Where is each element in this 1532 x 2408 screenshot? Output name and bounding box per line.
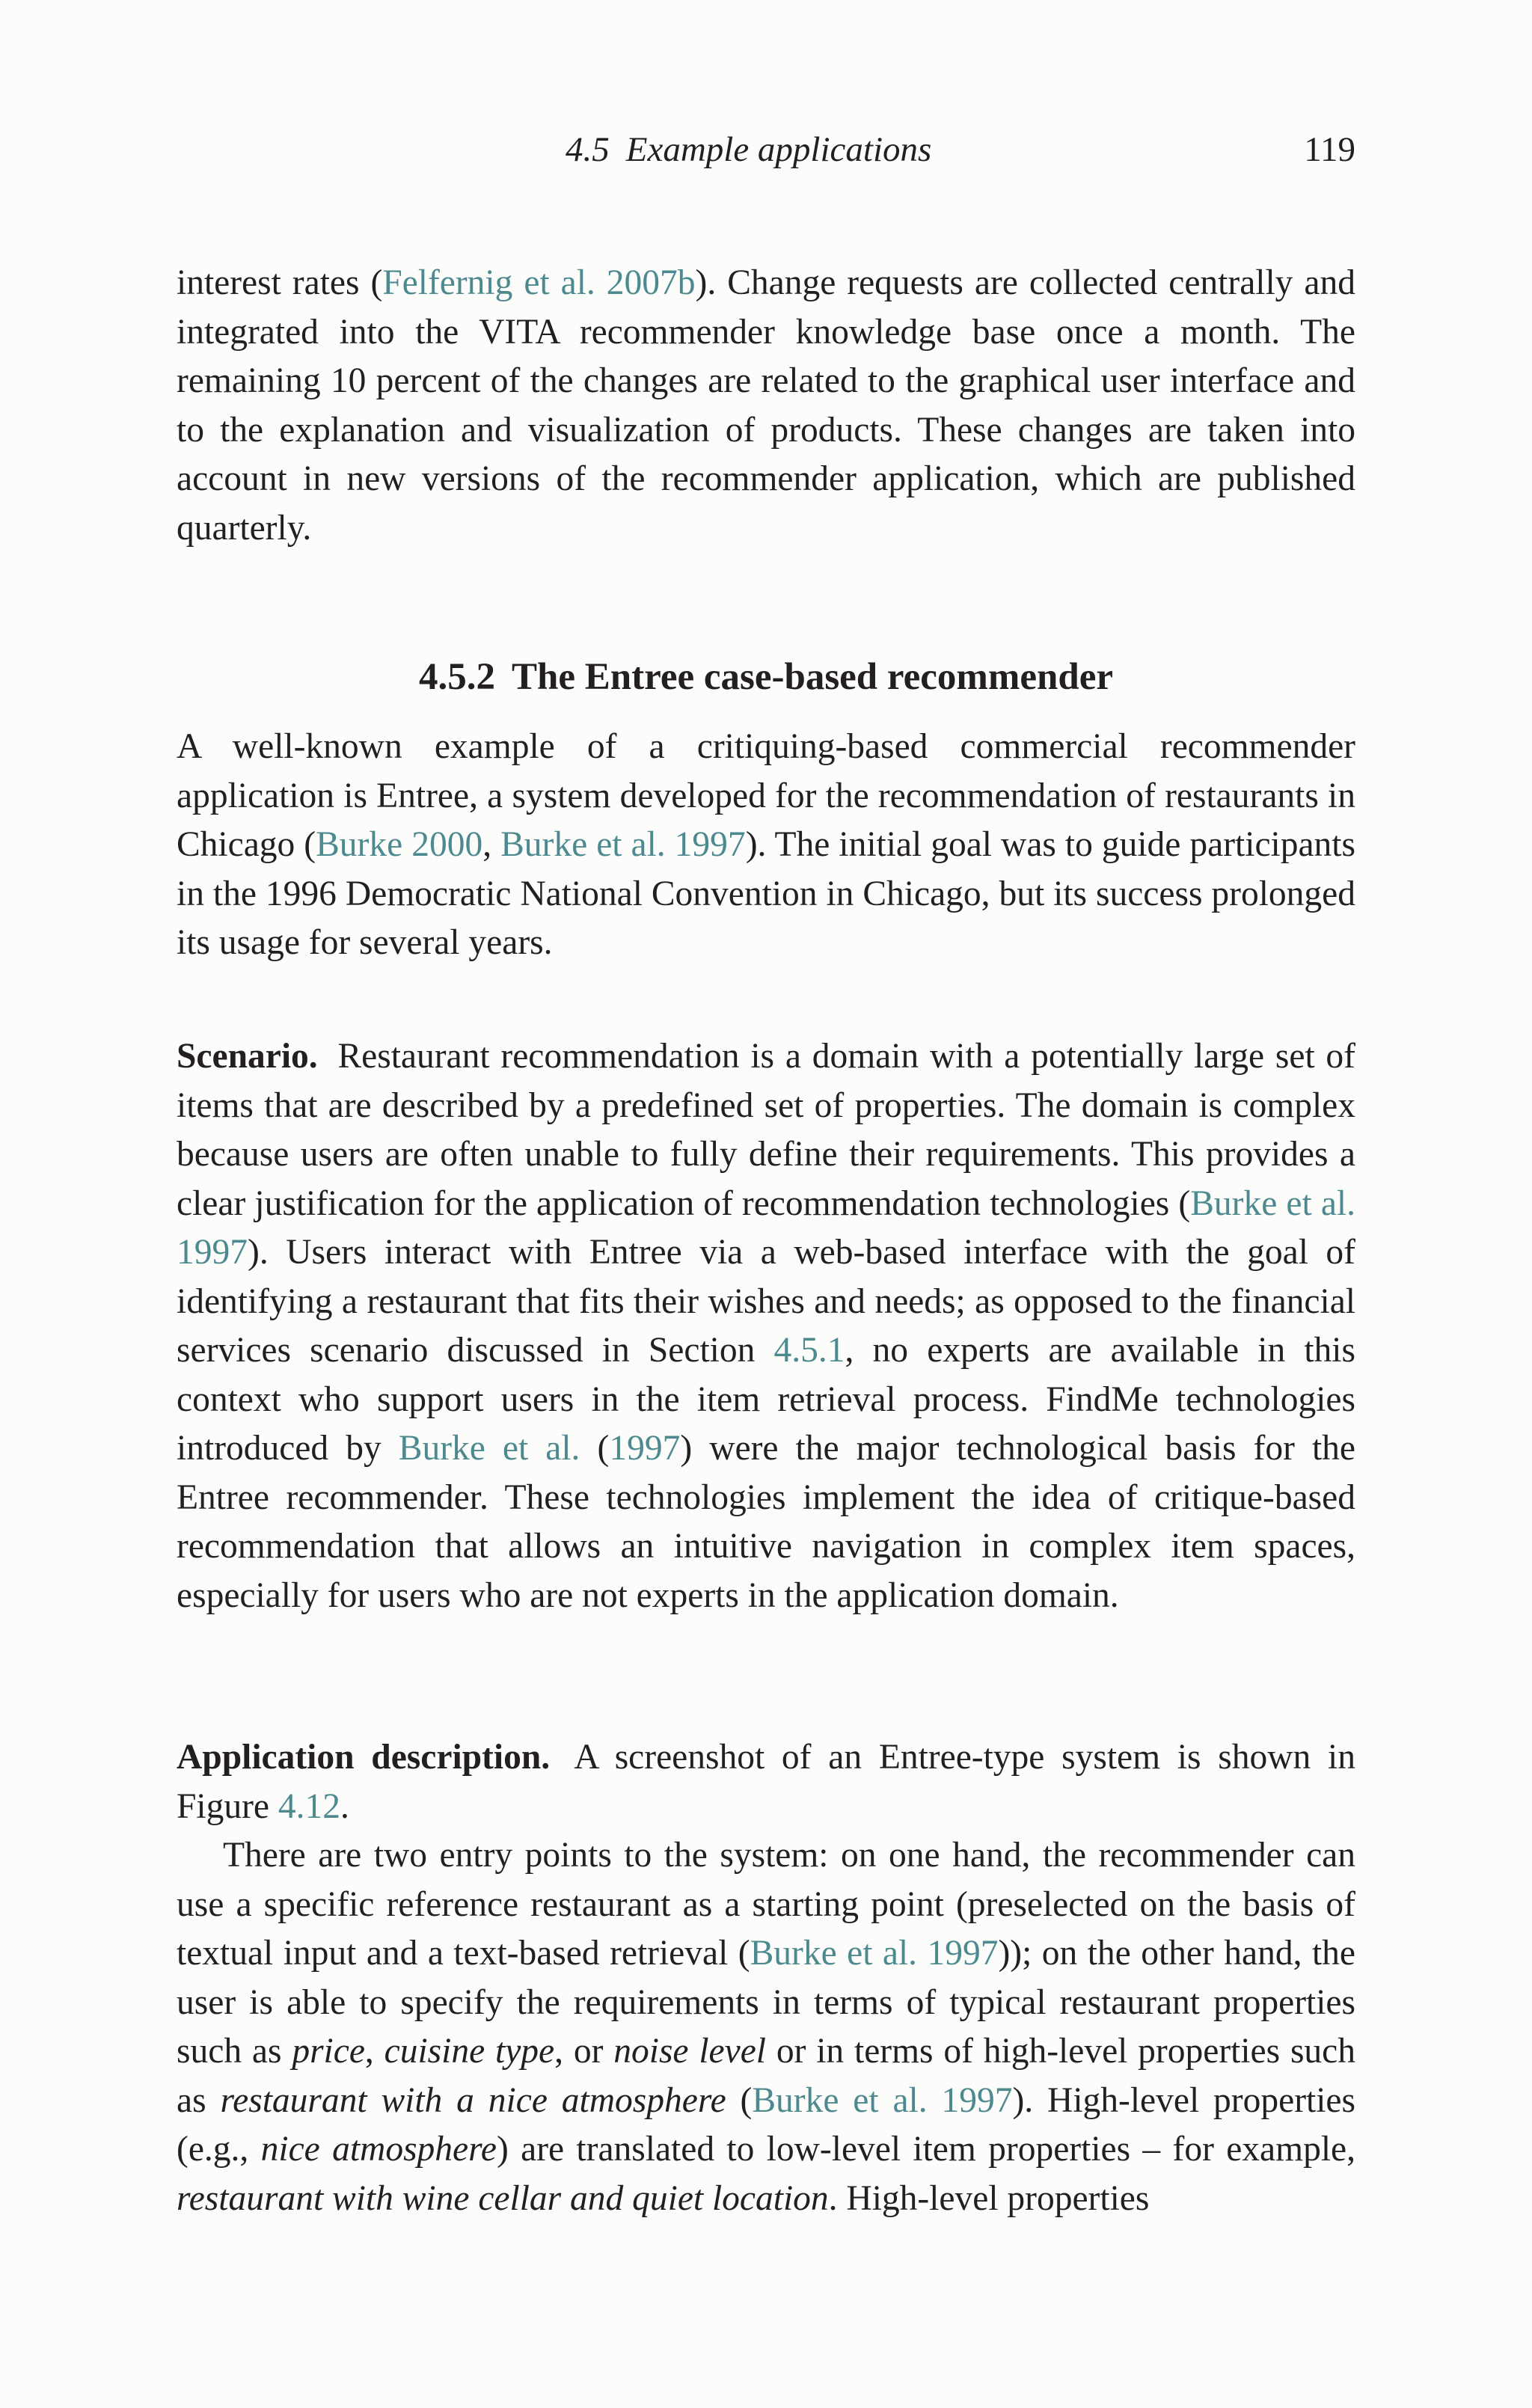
section-heading [177,651,1355,703]
paragraph-entree-intro [177,723,1355,968]
citation-link[interactable]: 1997 [609,1429,681,1468]
citation-link[interactable]: Burke et al. 1997 [500,825,746,864]
text-run: ). Change requests are collected centrally and integrated into the VITA recommender knowledge base once a month. The remaining 10 percent of the changes are related to the graphical user interface and to the explanation and visualization of products. These changes are taken into account in new versions of the recommender application, which are published quarterly. [177,263,1355,548]
text-run: Restaurant recommendation is a domain with a potentially large set of items that are described by a predefined set of properties. The domain is complex because users are often unable to fully define their requirements. This provides a clear justification for the application of recommendation technologies ( [177,1037,1355,1223]
text-run: . [340,1786,349,1826]
text-run: A screenshot of an Entree-type system is shown in Figure [177,1738,1355,1826]
paragraph-scenario [177,1032,1355,1620]
figure-link[interactable]: 4.12 [278,1786,341,1826]
text-run: , no experts are available in this context who support users in the item retrieval process. FindMe technologies introduced by [177,1331,1355,1468]
citation-link[interactable]: Burke et al. 1997 [750,1934,999,1973]
text-run: ( [726,2080,753,2120]
text-run: , or [554,2032,614,2071]
page-number: 119 [1304,130,1355,169]
paragraph-application-description [177,1733,1355,1831]
text-run: A well-known example of a critiquing-based commercial recommender application is Entree, a system developed for the recommendation of restaurants in Chicago ( [177,727,1355,864]
text-run: or in terms of high-level properties such as [177,2032,1356,2120]
section-link[interactable]: 4.5.1 [773,1331,845,1370]
heading-title: The Entree case-based recommender [511,656,1114,698]
running-title [566,126,931,174]
italic-term: nice atmosphere [260,2130,497,2169]
text-run: , [364,2032,384,2071]
run-in-heading: Scenario. [177,1037,318,1076]
italic-term: restaurant with a nice atmosphere [220,2080,726,2120]
section-title: Example applications [625,130,932,169]
italic-term: price [292,2032,365,2071]
text-run: ). Users interact with Entree via a web-based interface with the goal of identifying a restaurant that fits their wishes and needs; as opposed to the financial services scenario discussed in Section [177,1233,1355,1370]
section-number: 4.5 [566,130,610,169]
citation-link[interactable]: Burke et al. 1997 [177,1183,1355,1272]
text-run: )); on the other hand, the user is able to specify the requirements in terms of typical restaurant properties such as [177,1934,1355,2071]
citation-link[interactable]: Burke 2000 [316,825,483,864]
text-run: ). The initial goal was to guide participants in the 1996 Democratic National Convention in Chicago, but its success prolonged its usage for several years. [177,825,1355,962]
citation-link[interactable]: Felfernig et al. 2007b [382,263,696,302]
italic-term: noise level [613,2032,766,2071]
text-run: ) are translated to low-level item properties – for example, [496,2130,1355,2169]
italic-term: restaurant with wine cellar and quiet location [177,2178,829,2218]
text-run: ) were the major technological basis for the Entree recommender. These technologies implement the idea of critique-based recommendation that allows an intuitive navigation in complex item spaces, especially for users who are not experts in the application domain. [177,1429,1355,1615]
text-run: ). High-level properties (e.g., [177,2080,1355,2169]
paragraph-vita-updates [177,259,1355,553]
paragraph-entry-points [177,1831,1355,2223]
text-run: interest rates ( [177,263,383,302]
text-run: , [482,825,501,864]
run-in-heading: Application description. [177,1738,551,1777]
text-run: There are two entry points to the system: on one hand, the recommender can use a specific reference restaurant as a starting point (preselected on the basis of textual input and a text-based retrieval ( [177,1836,1355,1973]
italic-term: cuisine type [384,2032,555,2071]
text-run: ( [580,1429,610,1468]
citation-link[interactable]: Burke et al. [398,1429,580,1468]
citation-link[interactable]: Burke et al. 1997 [752,2080,1013,2120]
text-run: . High-level properties [828,2178,1150,2218]
running-header [177,126,1355,174]
heading-number: 4.5.2 [418,656,495,698]
